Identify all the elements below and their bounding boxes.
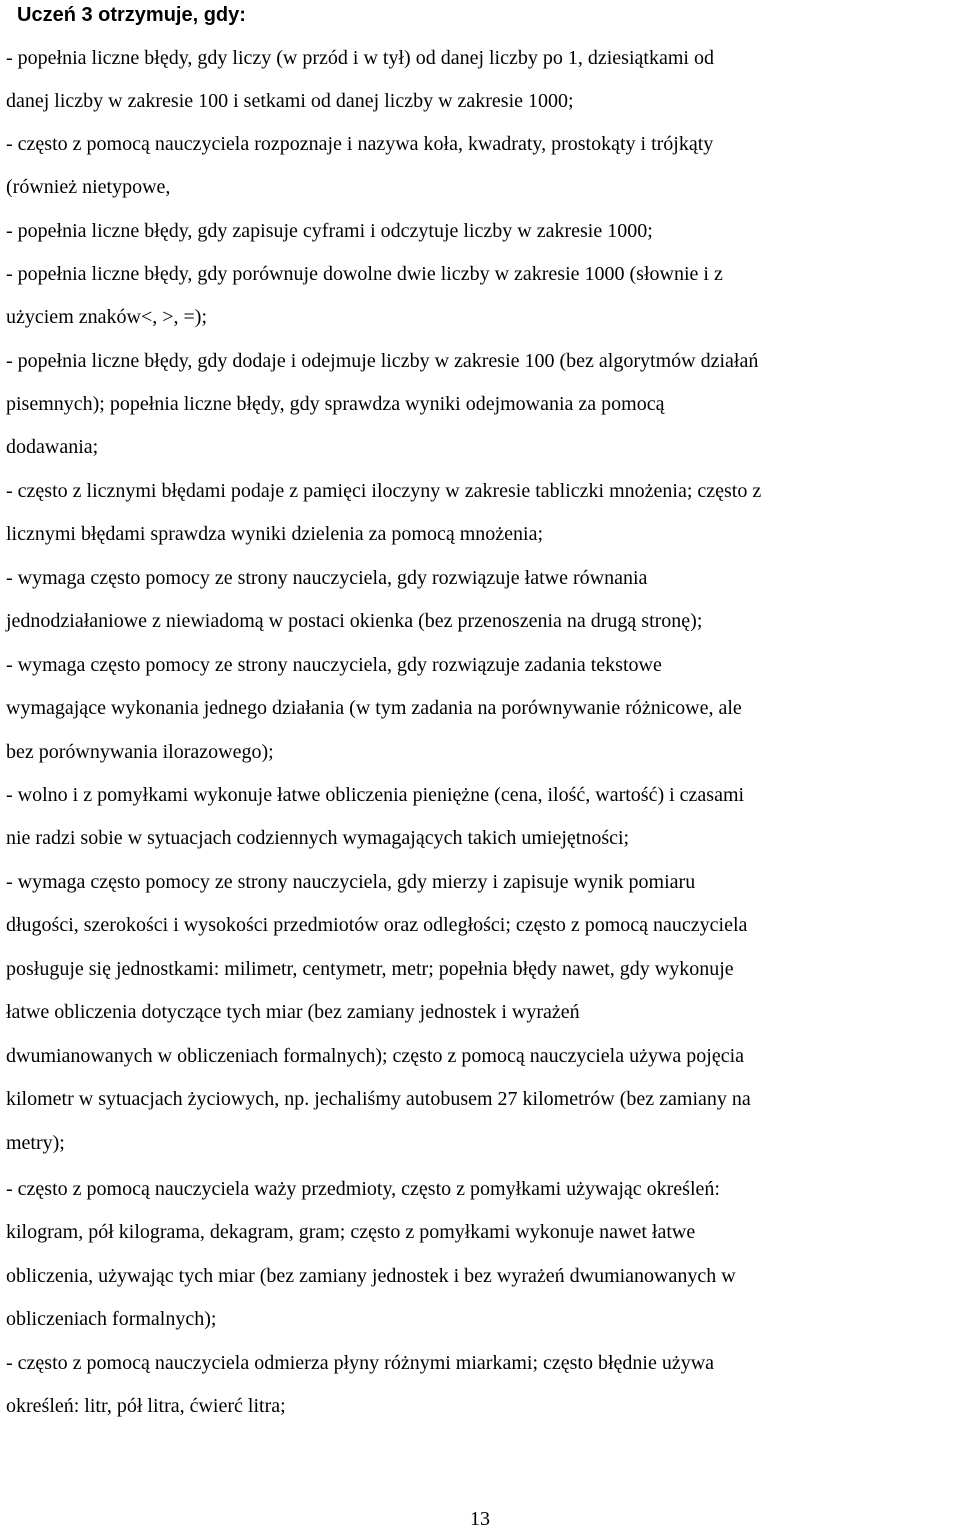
text-line: - popełnia liczne błędy, gdy dodaje i odejmuje liczby w zakresie 100 (bez algorytmów działań [6, 350, 759, 372]
text-line: kilogram, pół kilograma, dekagram, gram; często z pomyłkami wykonuje nawet łatwe [6, 1221, 696, 1243]
text-line: posługuje się jednostkami: milimetr, centymetr, metr; popełnia błędy nawet, gdy wykonuje [6, 958, 734, 980]
text-line: (również nietypowe, [6, 176, 171, 198]
page-number: 13 [470, 1508, 490, 1530]
text-line: nie radzi sobie w sytuacjach codziennych wymagających takich umiejętności; [6, 827, 630, 849]
text-line: danej liczby w zakresie 100 i setkami od danej liczby w zakresie 1000; [6, 90, 574, 112]
text-line: dwumianowanych w obliczeniach formalnych); często z pomocą nauczyciela używa pojęcia [6, 1045, 745, 1067]
text-line: licznymi błędami sprawdza wyniki dzielenia za pomocą mnożenia; [6, 523, 544, 545]
section-heading: Uczeń 3 otrzymuje, gdy: [17, 4, 246, 26]
text-line: metry); [6, 1132, 65, 1154]
text-line: pisemnych); popełnia liczne błędy, gdy sprawdza wyniki odejmowania za pomocą [6, 393, 665, 415]
text-line: określeń: litr, pół litra, ćwierć litra; [6, 1395, 286, 1417]
text-line: użyciem znaków<, >, =); [6, 306, 207, 328]
text-line: - popełnia liczne błędy, gdy porównuje dowolne dwie liczby w zakresie 1000 (słownie i z [6, 263, 723, 285]
text-line: dodawania; [6, 436, 99, 458]
text-line: - wolno i z pomyłkami wykonuje łatwe obliczenia pieniężne (cena, ilość, wartość) i czasami [6, 784, 745, 806]
text-line: obliczeniach formalnych); [6, 1308, 217, 1330]
text-line: bez porównywania ilorazowego); [6, 741, 274, 763]
text-line: - wymaga często pomocy ze strony nauczyciela, gdy rozwiązuje zadania tekstowe [6, 654, 662, 676]
text-line: - wymaga często pomocy ze strony nauczyciela, gdy rozwiązuje łatwe równania [6, 567, 648, 589]
text-line: długości, szerokości i wysokości przedmiotów oraz odległości; często z pomocą nauczyciela [6, 914, 748, 936]
text-line: - popełnia liczne błędy, gdy zapisuje cyframi i odczytuje liczby w zakresie 1000; [6, 220, 653, 242]
text-line: obliczenia, używając tych miar (bez zamiany jednostek i bez wyrażeń dwumianowanych w [6, 1265, 736, 1287]
text-line: - wymaga często pomocy ze strony nauczyciela, gdy mierzy i zapisuje wynik pomiaru [6, 871, 696, 893]
text-line: wymagające wykonania jednego działania (w tym zadania na porównywanie różnicowe, ale [6, 697, 742, 719]
document-page [6, 0, 960, 1531]
text-line: jednodziałaniowe z niewiadomą w postaci okienka (bez przenoszenia na drugą stronę); [6, 610, 703, 632]
text-line: kilometr w sytuacjach życiowych, np. jechaliśmy autobusem 27 kilometrów (bez zamiany na [6, 1088, 751, 1110]
text-line: - popełnia liczne błędy, gdy liczy (w przód i w tył) od danej liczby po 1, dziesiątkami od [6, 47, 714, 69]
text-line: - często z pomocą nauczyciela rozpoznaje i nazywa koła, kwadraty, prostokąty i trójkąty [6, 133, 714, 155]
text-line: - często z pomocą nauczyciela odmierza płyny różnymi miarkami; często błędnie używa [6, 1352, 715, 1374]
text-line: - często z licznymi błędami podaje z pamięci iloczyny w zakresie tabliczki mnożenia; często z [6, 480, 762, 502]
text-line: - często z pomocą nauczyciela waży przedmioty, często z pomyłkami używając określeń: [6, 1178, 720, 1200]
text-line: łatwe obliczenia dotyczące tych miar (bez zamiany jednostek i wyrażeń [6, 1001, 580, 1023]
